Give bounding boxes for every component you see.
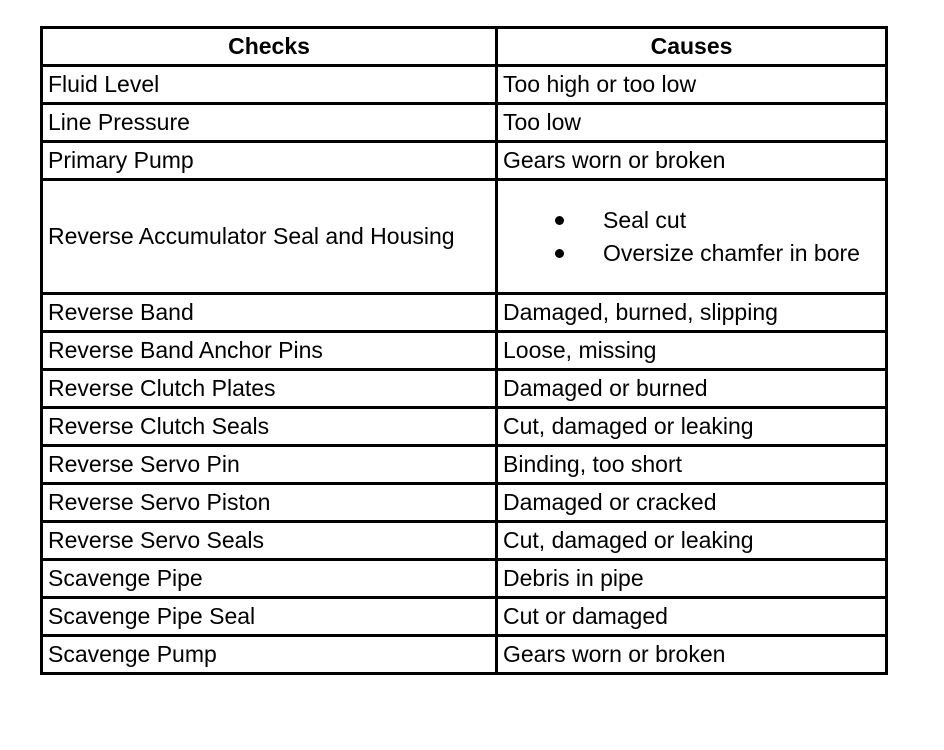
cause-cell: Damaged or cracked (497, 484, 887, 522)
table-row (42, 104, 887, 142)
cause-cell: Gears worn or broken (497, 142, 887, 180)
causes-header: Causes (497, 28, 887, 66)
check-cell: Reverse Servo Piston (42, 484, 497, 522)
table-row (42, 560, 887, 598)
check-cell: Reverse Band Anchor Pins (42, 332, 497, 370)
table-row (42, 408, 887, 446)
check-cell: Reverse Servo Seals (42, 522, 497, 560)
bullet-text: Seal cut (603, 206, 687, 233)
table-row (42, 484, 887, 522)
cause-cell: Gears worn or broken (497, 636, 887, 674)
list-item (503, 204, 880, 237)
bullet-text: Oversize chamfer in bore (603, 239, 860, 266)
check-cell: Primary Pump (42, 142, 497, 180)
list-item (503, 237, 880, 270)
cause-cell: Binding, too short (497, 446, 887, 484)
check-cell: Scavenge Pipe (42, 560, 497, 598)
table-row (42, 598, 887, 636)
checks-causes-table (40, 26, 888, 675)
header-row (42, 28, 887, 66)
table-row (42, 370, 887, 408)
cause-cell: Debris in pipe (497, 560, 887, 598)
cause-cell: Too high or too low (497, 66, 887, 104)
cause-cell: Cut, damaged or leaking (497, 408, 887, 446)
cause-cell: Too low (497, 104, 887, 142)
cause-cell (497, 180, 887, 294)
check-cell: Reverse Accumulator Seal and Housing (42, 180, 497, 294)
bullet-icon (555, 216, 564, 225)
table-row (42, 294, 887, 332)
cause-bullet-list (503, 204, 880, 270)
check-cell: Reverse Band (42, 294, 497, 332)
cause-cell: Cut, damaged or leaking (497, 522, 887, 560)
cause-cell: Cut or damaged (497, 598, 887, 636)
table-row (42, 636, 887, 674)
cause-cell: Damaged or burned (497, 370, 887, 408)
check-cell: Reverse Clutch Plates (42, 370, 497, 408)
table-row (42, 332, 887, 370)
check-cell: Line Pressure (42, 104, 497, 142)
table-row (42, 142, 887, 180)
cause-cell: Damaged, burned, slipping (497, 294, 887, 332)
table-row (42, 66, 887, 104)
check-cell: Reverse Servo Pin (42, 446, 497, 484)
cause-cell: Loose, missing (497, 332, 887, 370)
check-cell: Reverse Clutch Seals (42, 408, 497, 446)
bullet-icon (555, 249, 564, 258)
table-row (42, 446, 887, 484)
table-row (42, 522, 887, 560)
check-cell: Scavenge Pipe Seal (42, 598, 497, 636)
checks-header: Checks (42, 28, 497, 66)
check-cell: Scavenge Pump (42, 636, 497, 674)
table-row (42, 180, 887, 294)
check-cell: Fluid Level (42, 66, 497, 104)
